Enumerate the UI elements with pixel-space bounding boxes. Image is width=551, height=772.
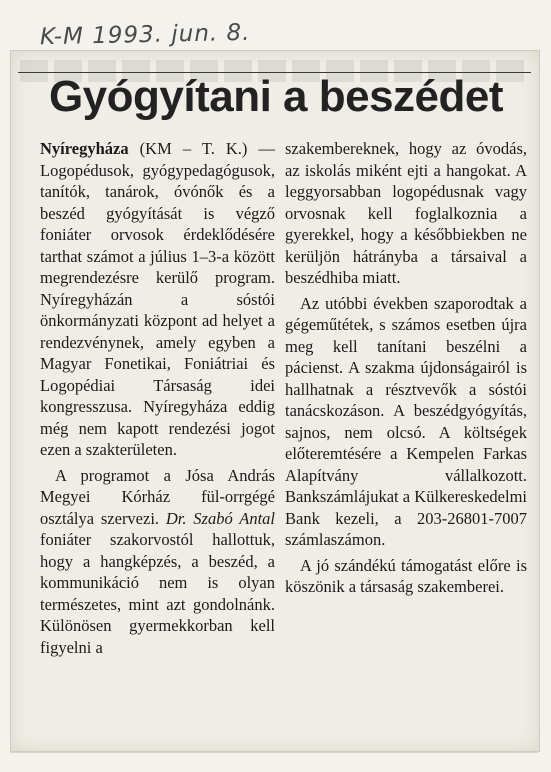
paragraph-1-text: (KM – T. K.) — Logopédusok, gyógypedagógusok, tanítók, tanárok, óvónők és a beszéd gyógyítását is végző foniáter orvosok érdeklődésére tarthat számot a július 1–3-a között megrendezésre kerülő program. Nyíregyházán a sóstói önkormányzati központ ad helyet a rendezvénynek, amely egyben a Magyar Fonetikai, Foniátriai és Logopédiai Társaság idei kongresszusa. Nyíregyháza eddig még nem kapott rendezési jogot ezen a szakterületen.	[40, 139, 275, 459]
handwritten-date-note: K-M 1993. jun. 8.	[39, 19, 251, 51]
paragraph-2-text-a: A programot a Jósa András Megyei Kórház fül-orrgégé osztálya szervezi.	[40, 465, 275, 528]
article-column-right	[285, 138, 527, 602]
clipping-bottom-edge	[10, 752, 538, 753]
doctor-name: Dr. Szabó Antal	[165, 508, 275, 528]
article-headline: Gyógyítani a beszédet	[48, 72, 504, 121]
paragraph-2-text-b: foniáter szakorvostól hallottuk, hogy a hangképzés, a beszéd, a kommunikáció nem is olyan természetes, mint azt gondolnánk. Különösen gyermekkorban kell figyelni a	[40, 530, 275, 657]
paragraph-2-continued: szakembereknek, hogy az óvodás, az iskolás miként ejti a hangokat. A leggyorsabban logopédusnak vagy orvosnak kell foglalkoznia a gyerekkel, hogy a későbbiekben ne kerüljön hátrányba a társaival a beszédhiba miatt.	[285, 139, 527, 287]
dateline: Nyíregyháza	[40, 139, 129, 158]
paragraph-1	[40, 138, 275, 461]
paragraph-2	[40, 465, 275, 659]
paragraph-4: A jó szándékú támogatást előre is köszönik a társaság szakemberei.	[285, 555, 527, 596]
article-column-left	[40, 138, 275, 662]
paragraph-3: Az utóbbi években szaporodtak a gégeműtétek, s számos esetben újra meg kell tanítani beszélni a pácienst. A szakma újdonságairól is hallhatnak a résztvevők a sóstói tanácskozáson. A beszédgyógyítás, sajnos, nem olcsó. A költségek előteremtésére a Kempelen Farkas Alapítvány vállalkozott. Bankszámlájukat a Külkereskedelmi Bank kezeli, a 203-26801-7007 számlaszámon.	[285, 293, 527, 549]
